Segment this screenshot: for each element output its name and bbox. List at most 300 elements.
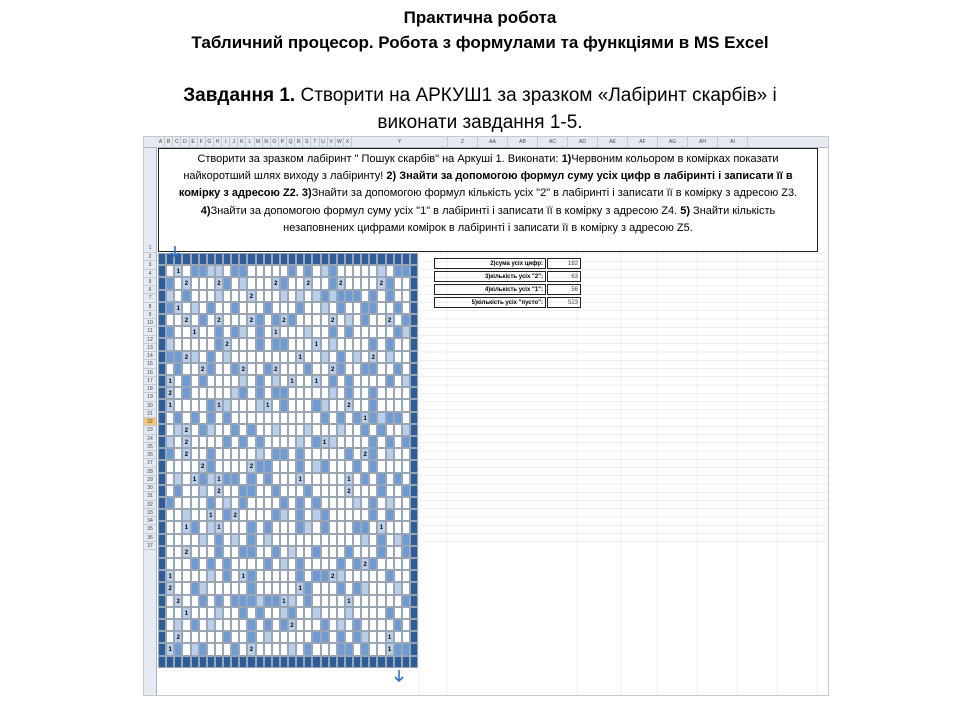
maze-cell[interactable] bbox=[312, 497, 320, 509]
maze-cell-number[interactable]: 2 bbox=[386, 314, 394, 326]
maze-cell[interactable] bbox=[239, 497, 247, 509]
maze-cell-number[interactable]: 1 bbox=[182, 521, 190, 533]
maze-cell[interactable] bbox=[386, 326, 394, 338]
maze-cell[interactable] bbox=[321, 265, 329, 277]
maze-cell[interactable] bbox=[280, 290, 288, 302]
maze-cell[interactable] bbox=[239, 485, 247, 497]
maze-cell[interactable] bbox=[386, 375, 394, 387]
maze-cell[interactable] bbox=[321, 424, 329, 436]
maze-cell[interactable] bbox=[223, 534, 231, 546]
maze-cell[interactable] bbox=[353, 595, 361, 607]
maze-cell[interactable] bbox=[158, 509, 166, 521]
maze-cell[interactable] bbox=[361, 277, 369, 289]
maze-cell[interactable] bbox=[174, 619, 182, 631]
maze-cell[interactable] bbox=[312, 558, 320, 570]
maze-cell[interactable] bbox=[223, 558, 231, 570]
maze-cell[interactable] bbox=[410, 399, 418, 411]
maze-cell[interactable] bbox=[256, 509, 264, 521]
maze-cell[interactable] bbox=[280, 375, 288, 387]
maze-cell[interactable] bbox=[207, 521, 215, 533]
maze-cell[interactable] bbox=[402, 338, 410, 350]
column-header-n[interactable]: N bbox=[263, 137, 271, 147]
maze-cell[interactable] bbox=[272, 619, 280, 631]
maze-cell[interactable] bbox=[158, 534, 166, 546]
maze-cell[interactable] bbox=[231, 399, 239, 411]
maze-cell[interactable] bbox=[296, 595, 304, 607]
maze-cell[interactable] bbox=[158, 436, 166, 448]
maze-cell[interactable] bbox=[264, 570, 272, 582]
row-header-10[interactable]: 10 bbox=[144, 319, 156, 327]
maze-cell[interactable] bbox=[386, 582, 394, 594]
maze-cell[interactable] bbox=[288, 521, 296, 533]
maze-cell[interactable] bbox=[158, 314, 166, 326]
maze-cell[interactable] bbox=[304, 436, 312, 448]
maze-cell[interactable] bbox=[402, 314, 410, 326]
maze-cell[interactable] bbox=[256, 546, 264, 558]
maze-cell[interactable] bbox=[174, 656, 182, 668]
maze-cell[interactable] bbox=[377, 314, 385, 326]
maze-cell[interactable] bbox=[256, 558, 264, 570]
maze-cell[interactable] bbox=[394, 253, 402, 265]
maze-cell[interactable] bbox=[215, 351, 223, 363]
maze-cell[interactable] bbox=[353, 412, 361, 424]
maze-cell[interactable] bbox=[345, 363, 353, 375]
maze-cell[interactable] bbox=[223, 448, 231, 460]
maze-cell[interactable] bbox=[329, 302, 337, 314]
maze-cell[interactable] bbox=[231, 412, 239, 424]
maze-cell[interactable] bbox=[207, 460, 215, 472]
maze-cell[interactable] bbox=[231, 473, 239, 485]
maze-cell[interactable] bbox=[288, 436, 296, 448]
maze-cell-number[interactable]: 2 bbox=[174, 631, 182, 643]
maze-cell[interactable] bbox=[272, 595, 280, 607]
maze-cell[interactable] bbox=[288, 326, 296, 338]
maze-cell[interactable] bbox=[264, 485, 272, 497]
maze-cell[interactable] bbox=[272, 290, 280, 302]
maze-cell[interactable] bbox=[174, 326, 182, 338]
maze-cell[interactable] bbox=[386, 546, 394, 558]
maze-cell[interactable] bbox=[158, 619, 166, 631]
maze-cell[interactable] bbox=[191, 448, 199, 460]
maze-cell[interactable] bbox=[410, 631, 418, 643]
maze-cell[interactable] bbox=[174, 534, 182, 546]
maze-cell[interactable] bbox=[410, 338, 418, 350]
maze-cell[interactable] bbox=[361, 302, 369, 314]
row-header-25[interactable]: 25 bbox=[144, 443, 156, 451]
maze-cell[interactable] bbox=[199, 326, 207, 338]
maze-cell[interactable] bbox=[174, 338, 182, 350]
maze-cell[interactable] bbox=[321, 277, 329, 289]
maze-cell[interactable] bbox=[272, 387, 280, 399]
maze-cell[interactable] bbox=[386, 570, 394, 582]
maze-cell[interactable] bbox=[410, 570, 418, 582]
maze-cell[interactable] bbox=[337, 643, 345, 655]
maze-cell[interactable] bbox=[199, 253, 207, 265]
row-header-29[interactable]: 29 bbox=[144, 476, 156, 484]
maze-cell[interactable] bbox=[215, 546, 223, 558]
maze-cell[interactable] bbox=[166, 497, 174, 509]
maze-cell[interactable] bbox=[247, 351, 255, 363]
maze-cell[interactable] bbox=[402, 363, 410, 375]
maze-cell[interactable] bbox=[369, 582, 377, 594]
maze-cell[interactable] bbox=[345, 534, 353, 546]
maze-cell-number[interactable]: 1 bbox=[239, 570, 247, 582]
maze-cell[interactable] bbox=[191, 509, 199, 521]
maze-cell[interactable] bbox=[158, 643, 166, 655]
maze-cell[interactable] bbox=[256, 619, 264, 631]
maze-cell[interactable] bbox=[296, 375, 304, 387]
maze-cell[interactable] bbox=[256, 363, 264, 375]
maze-cell[interactable] bbox=[199, 656, 207, 668]
maze-cell[interactable] bbox=[272, 473, 280, 485]
maze-cell[interactable] bbox=[369, 302, 377, 314]
row-header-7[interactable]: 7 bbox=[144, 294, 156, 302]
maze-cell[interactable] bbox=[264, 619, 272, 631]
maze-cell[interactable] bbox=[312, 277, 320, 289]
maze-cell[interactable] bbox=[402, 521, 410, 533]
column-header-ac[interactable]: AC bbox=[538, 137, 568, 147]
maze-cell[interactable] bbox=[182, 412, 190, 424]
column-header-ad[interactable]: AD bbox=[568, 137, 598, 147]
maze-cell[interactable] bbox=[386, 448, 394, 460]
maze-cell[interactable] bbox=[247, 534, 255, 546]
maze-cell[interactable] bbox=[264, 448, 272, 460]
maze-cell[interactable] bbox=[353, 656, 361, 668]
maze-cell[interactable] bbox=[191, 485, 199, 497]
column-header-ah[interactable]: AH bbox=[688, 137, 718, 147]
maze-cell[interactable] bbox=[312, 351, 320, 363]
maze-cell[interactable] bbox=[402, 631, 410, 643]
maze-cell[interactable] bbox=[288, 338, 296, 350]
maze-cell[interactable] bbox=[239, 290, 247, 302]
maze-cell[interactable] bbox=[264, 607, 272, 619]
maze-cell[interactable] bbox=[280, 387, 288, 399]
maze-cell[interactable] bbox=[377, 387, 385, 399]
column-header-aa[interactable]: AA bbox=[478, 137, 508, 147]
maze-cell[interactable] bbox=[158, 290, 166, 302]
maze-cell[interactable] bbox=[361, 570, 369, 582]
maze-cell[interactable] bbox=[272, 302, 280, 314]
maze-cell[interactable] bbox=[321, 497, 329, 509]
maze-cell[interactable] bbox=[191, 656, 199, 668]
maze-cell[interactable] bbox=[280, 534, 288, 546]
maze-cell[interactable] bbox=[207, 595, 215, 607]
maze-cell[interactable] bbox=[288, 399, 296, 411]
maze-cell[interactable] bbox=[223, 521, 231, 533]
maze-cell[interactable] bbox=[329, 485, 337, 497]
maze-cell[interactable] bbox=[207, 558, 215, 570]
maze-cell[interactable] bbox=[288, 314, 296, 326]
maze-cell[interactable] bbox=[402, 375, 410, 387]
maze-cell[interactable] bbox=[361, 497, 369, 509]
maze-cell[interactable] bbox=[353, 607, 361, 619]
maze-cell[interactable] bbox=[377, 436, 385, 448]
maze-cell[interactable] bbox=[231, 631, 239, 643]
maze-cell[interactable] bbox=[191, 595, 199, 607]
maze-cell[interactable] bbox=[182, 253, 190, 265]
maze-cell[interactable] bbox=[329, 290, 337, 302]
maze-cell[interactable] bbox=[410, 656, 418, 668]
maze-cell[interactable] bbox=[199, 314, 207, 326]
maze-cell[interactable] bbox=[402, 497, 410, 509]
column-header-b[interactable]: B bbox=[165, 137, 173, 147]
maze-cell[interactable] bbox=[321, 351, 329, 363]
maze-cell[interactable] bbox=[199, 595, 207, 607]
maze-cell[interactable] bbox=[158, 302, 166, 314]
maze-cell[interactable] bbox=[223, 253, 231, 265]
maze-cell[interactable] bbox=[231, 326, 239, 338]
row-header-16[interactable]: 16 bbox=[144, 369, 156, 377]
maze-cell[interactable] bbox=[353, 424, 361, 436]
maze-cell[interactable] bbox=[239, 326, 247, 338]
maze-cell[interactable] bbox=[353, 570, 361, 582]
maze-cell[interactable] bbox=[345, 619, 353, 631]
maze-cell[interactable] bbox=[223, 546, 231, 558]
maze-cell[interactable] bbox=[386, 351, 394, 363]
maze-cell[interactable] bbox=[369, 509, 377, 521]
maze-cell[interactable] bbox=[280, 460, 288, 472]
maze-cell[interactable] bbox=[312, 326, 320, 338]
maze-cell[interactable] bbox=[174, 363, 182, 375]
maze-cell[interactable] bbox=[312, 656, 320, 668]
maze-cell[interactable] bbox=[337, 582, 345, 594]
maze-cell[interactable] bbox=[239, 534, 247, 546]
maze-cell-number[interactable]: 2 bbox=[199, 460, 207, 472]
maze-cell[interactable] bbox=[337, 265, 345, 277]
maze-cell[interactable] bbox=[182, 582, 190, 594]
maze-cell[interactable] bbox=[304, 387, 312, 399]
result-value[interactable]: 56 bbox=[547, 284, 581, 295]
maze-cell[interactable] bbox=[207, 473, 215, 485]
row-header-32[interactable]: 32 bbox=[144, 501, 156, 509]
maze-cell[interactable] bbox=[329, 595, 337, 607]
maze-cell[interactable] bbox=[304, 363, 312, 375]
maze-cell[interactable] bbox=[264, 363, 272, 375]
maze-cell[interactable] bbox=[280, 521, 288, 533]
maze-cell[interactable] bbox=[345, 314, 353, 326]
maze-cell[interactable] bbox=[239, 351, 247, 363]
maze-cell[interactable] bbox=[329, 656, 337, 668]
column-header-e[interactable]: E bbox=[190, 137, 198, 147]
maze-cell[interactable] bbox=[191, 351, 199, 363]
maze-cell[interactable] bbox=[199, 448, 207, 460]
maze-cell-number[interactable]: 2 bbox=[182, 546, 190, 558]
row-header-13[interactable]: 13 bbox=[144, 344, 156, 352]
maze-cell[interactable] bbox=[288, 290, 296, 302]
maze-cell[interactable] bbox=[166, 607, 174, 619]
maze-cell[interactable] bbox=[239, 412, 247, 424]
maze-cell[interactable] bbox=[296, 619, 304, 631]
maze-cell-number[interactable]: 1 bbox=[166, 570, 174, 582]
maze-cell[interactable] bbox=[402, 558, 410, 570]
maze-cell-number[interactable]: 2 bbox=[329, 314, 337, 326]
maze-cell[interactable] bbox=[394, 497, 402, 509]
maze-cell[interactable] bbox=[369, 595, 377, 607]
maze-cell[interactable] bbox=[174, 582, 182, 594]
maze-cell[interactable] bbox=[182, 595, 190, 607]
maze-cell[interactable] bbox=[369, 460, 377, 472]
maze-cell[interactable] bbox=[264, 314, 272, 326]
maze-cell[interactable] bbox=[337, 351, 345, 363]
maze-cell[interactable] bbox=[199, 521, 207, 533]
maze-cell[interactable] bbox=[386, 534, 394, 546]
maze-cell[interactable] bbox=[215, 570, 223, 582]
maze-cell[interactable] bbox=[264, 497, 272, 509]
maze-cell[interactable] bbox=[207, 302, 215, 314]
maze-cell[interactable] bbox=[394, 656, 402, 668]
maze-cell[interactable] bbox=[361, 521, 369, 533]
maze-cell[interactable] bbox=[191, 363, 199, 375]
maze-cell[interactable] bbox=[296, 399, 304, 411]
maze-cell[interactable] bbox=[386, 290, 394, 302]
maze-cell[interactable] bbox=[296, 534, 304, 546]
maze-cell-number[interactable]: 1 bbox=[174, 302, 182, 314]
maze-cell[interactable] bbox=[288, 302, 296, 314]
maze-cell[interactable] bbox=[377, 570, 385, 582]
maze-cell[interactable] bbox=[182, 473, 190, 485]
maze-cell[interactable] bbox=[231, 448, 239, 460]
maze-cell[interactable] bbox=[174, 497, 182, 509]
maze-cell[interactable] bbox=[207, 253, 215, 265]
maze-cell[interactable] bbox=[337, 460, 345, 472]
maze-cell[interactable] bbox=[321, 607, 329, 619]
maze-cell[interactable] bbox=[377, 595, 385, 607]
maze-cell[interactable] bbox=[207, 399, 215, 411]
maze-cell[interactable] bbox=[191, 582, 199, 594]
maze-cell[interactable] bbox=[312, 436, 320, 448]
maze-cell[interactable] bbox=[280, 546, 288, 558]
column-header-h[interactable]: H bbox=[214, 137, 222, 147]
maze-cell[interactable] bbox=[207, 619, 215, 631]
maze-cell-number[interactable]: 1 bbox=[321, 436, 329, 448]
maze-cell-number[interactable]: 2 bbox=[272, 277, 280, 289]
maze-cell[interactable] bbox=[329, 534, 337, 546]
maze-cell[interactable] bbox=[288, 448, 296, 460]
maze-cell[interactable] bbox=[394, 546, 402, 558]
maze-cell[interactable] bbox=[223, 460, 231, 472]
maze-cell[interactable] bbox=[182, 656, 190, 668]
maze-cell[interactable] bbox=[231, 375, 239, 387]
maze-cell[interactable] bbox=[182, 631, 190, 643]
maze-cell[interactable] bbox=[231, 485, 239, 497]
maze-cell[interactable] bbox=[158, 265, 166, 277]
maze-cell[interactable] bbox=[312, 363, 320, 375]
maze-cell[interactable] bbox=[361, 595, 369, 607]
maze-cell[interactable] bbox=[402, 290, 410, 302]
maze-cell[interactable] bbox=[337, 375, 345, 387]
maze-cell[interactable] bbox=[304, 570, 312, 582]
maze-cell[interactable] bbox=[304, 314, 312, 326]
maze-cell[interactable] bbox=[394, 424, 402, 436]
maze-cell[interactable] bbox=[239, 424, 247, 436]
maze-cell[interactable] bbox=[272, 485, 280, 497]
maze-cell[interactable] bbox=[369, 399, 377, 411]
maze-cell[interactable] bbox=[223, 436, 231, 448]
maze-cell[interactable] bbox=[329, 338, 337, 350]
maze-cell[interactable] bbox=[402, 326, 410, 338]
maze-cell[interactable] bbox=[345, 497, 353, 509]
maze-cell[interactable] bbox=[296, 326, 304, 338]
maze-cell[interactable] bbox=[166, 412, 174, 424]
maze-cell[interactable] bbox=[353, 399, 361, 411]
maze-cell-number[interactable]: 1 bbox=[296, 351, 304, 363]
maze-cell-number[interactable]: 1 bbox=[166, 399, 174, 411]
maze-cell[interactable] bbox=[280, 351, 288, 363]
maze-cell[interactable] bbox=[239, 387, 247, 399]
maze-cell[interactable] bbox=[247, 497, 255, 509]
maze-cell[interactable] bbox=[321, 619, 329, 631]
maze-cell[interactable] bbox=[353, 351, 361, 363]
maze-cell[interactable] bbox=[345, 277, 353, 289]
maze-cell[interactable] bbox=[158, 656, 166, 668]
maze-cell[interactable] bbox=[272, 399, 280, 411]
maze-cell[interactable] bbox=[215, 412, 223, 424]
maze-cell[interactable] bbox=[247, 546, 255, 558]
maze-cell[interactable] bbox=[377, 290, 385, 302]
maze-cell[interactable] bbox=[345, 290, 353, 302]
maze-cell[interactable] bbox=[158, 399, 166, 411]
maze-cell[interactable] bbox=[174, 607, 182, 619]
maze-cell[interactable] bbox=[337, 497, 345, 509]
maze-cell[interactable] bbox=[191, 387, 199, 399]
maze-cell[interactable] bbox=[166, 546, 174, 558]
maze-cell[interactable] bbox=[223, 631, 231, 643]
maze-cell[interactable] bbox=[402, 485, 410, 497]
maze-cell[interactable] bbox=[174, 387, 182, 399]
maze-cell[interactable] bbox=[166, 460, 174, 472]
maze-cell[interactable] bbox=[410, 473, 418, 485]
maze-cell[interactable] bbox=[199, 643, 207, 655]
maze-cell[interactable] bbox=[369, 326, 377, 338]
column-header-o[interactable]: O bbox=[271, 137, 279, 147]
maze-cell[interactable] bbox=[312, 534, 320, 546]
maze-cell[interactable] bbox=[361, 326, 369, 338]
maze-cell[interactable] bbox=[304, 460, 312, 472]
maze-cell-number[interactable]: 1 bbox=[272, 326, 280, 338]
maze-cell[interactable] bbox=[321, 375, 329, 387]
maze-cell-number[interactable]: 2 bbox=[182, 448, 190, 460]
row-header-14[interactable]: 14 bbox=[144, 352, 156, 360]
column-header-ab[interactable]: AB bbox=[508, 137, 538, 147]
maze-cell[interactable] bbox=[410, 607, 418, 619]
maze-cell[interactable] bbox=[231, 363, 239, 375]
maze-cell[interactable] bbox=[223, 326, 231, 338]
maze-cell[interactable] bbox=[353, 387, 361, 399]
maze-cell[interactable] bbox=[207, 570, 215, 582]
maze-cell[interactable] bbox=[394, 619, 402, 631]
maze-cell[interactable] bbox=[304, 253, 312, 265]
maze-cell[interactable] bbox=[329, 521, 337, 533]
maze-cell[interactable] bbox=[288, 485, 296, 497]
maze-cell[interactable] bbox=[345, 351, 353, 363]
maze-cell[interactable] bbox=[166, 436, 174, 448]
maze-cell[interactable] bbox=[312, 424, 320, 436]
maze-cell-number[interactable]: 2 bbox=[247, 314, 255, 326]
maze-cell[interactable] bbox=[377, 265, 385, 277]
maze-cell[interactable] bbox=[264, 387, 272, 399]
maze-cell[interactable] bbox=[386, 265, 394, 277]
maze-cell[interactable] bbox=[158, 570, 166, 582]
column-header-m[interactable]: M bbox=[255, 137, 263, 147]
maze-cell[interactable] bbox=[247, 253, 255, 265]
maze-cell[interactable] bbox=[231, 265, 239, 277]
maze-cell[interactable] bbox=[174, 473, 182, 485]
maze-cell[interactable] bbox=[207, 643, 215, 655]
maze-cell[interactable] bbox=[377, 619, 385, 631]
maze-cell[interactable] bbox=[377, 656, 385, 668]
maze-cell[interactable] bbox=[182, 290, 190, 302]
maze-cell[interactable] bbox=[304, 375, 312, 387]
